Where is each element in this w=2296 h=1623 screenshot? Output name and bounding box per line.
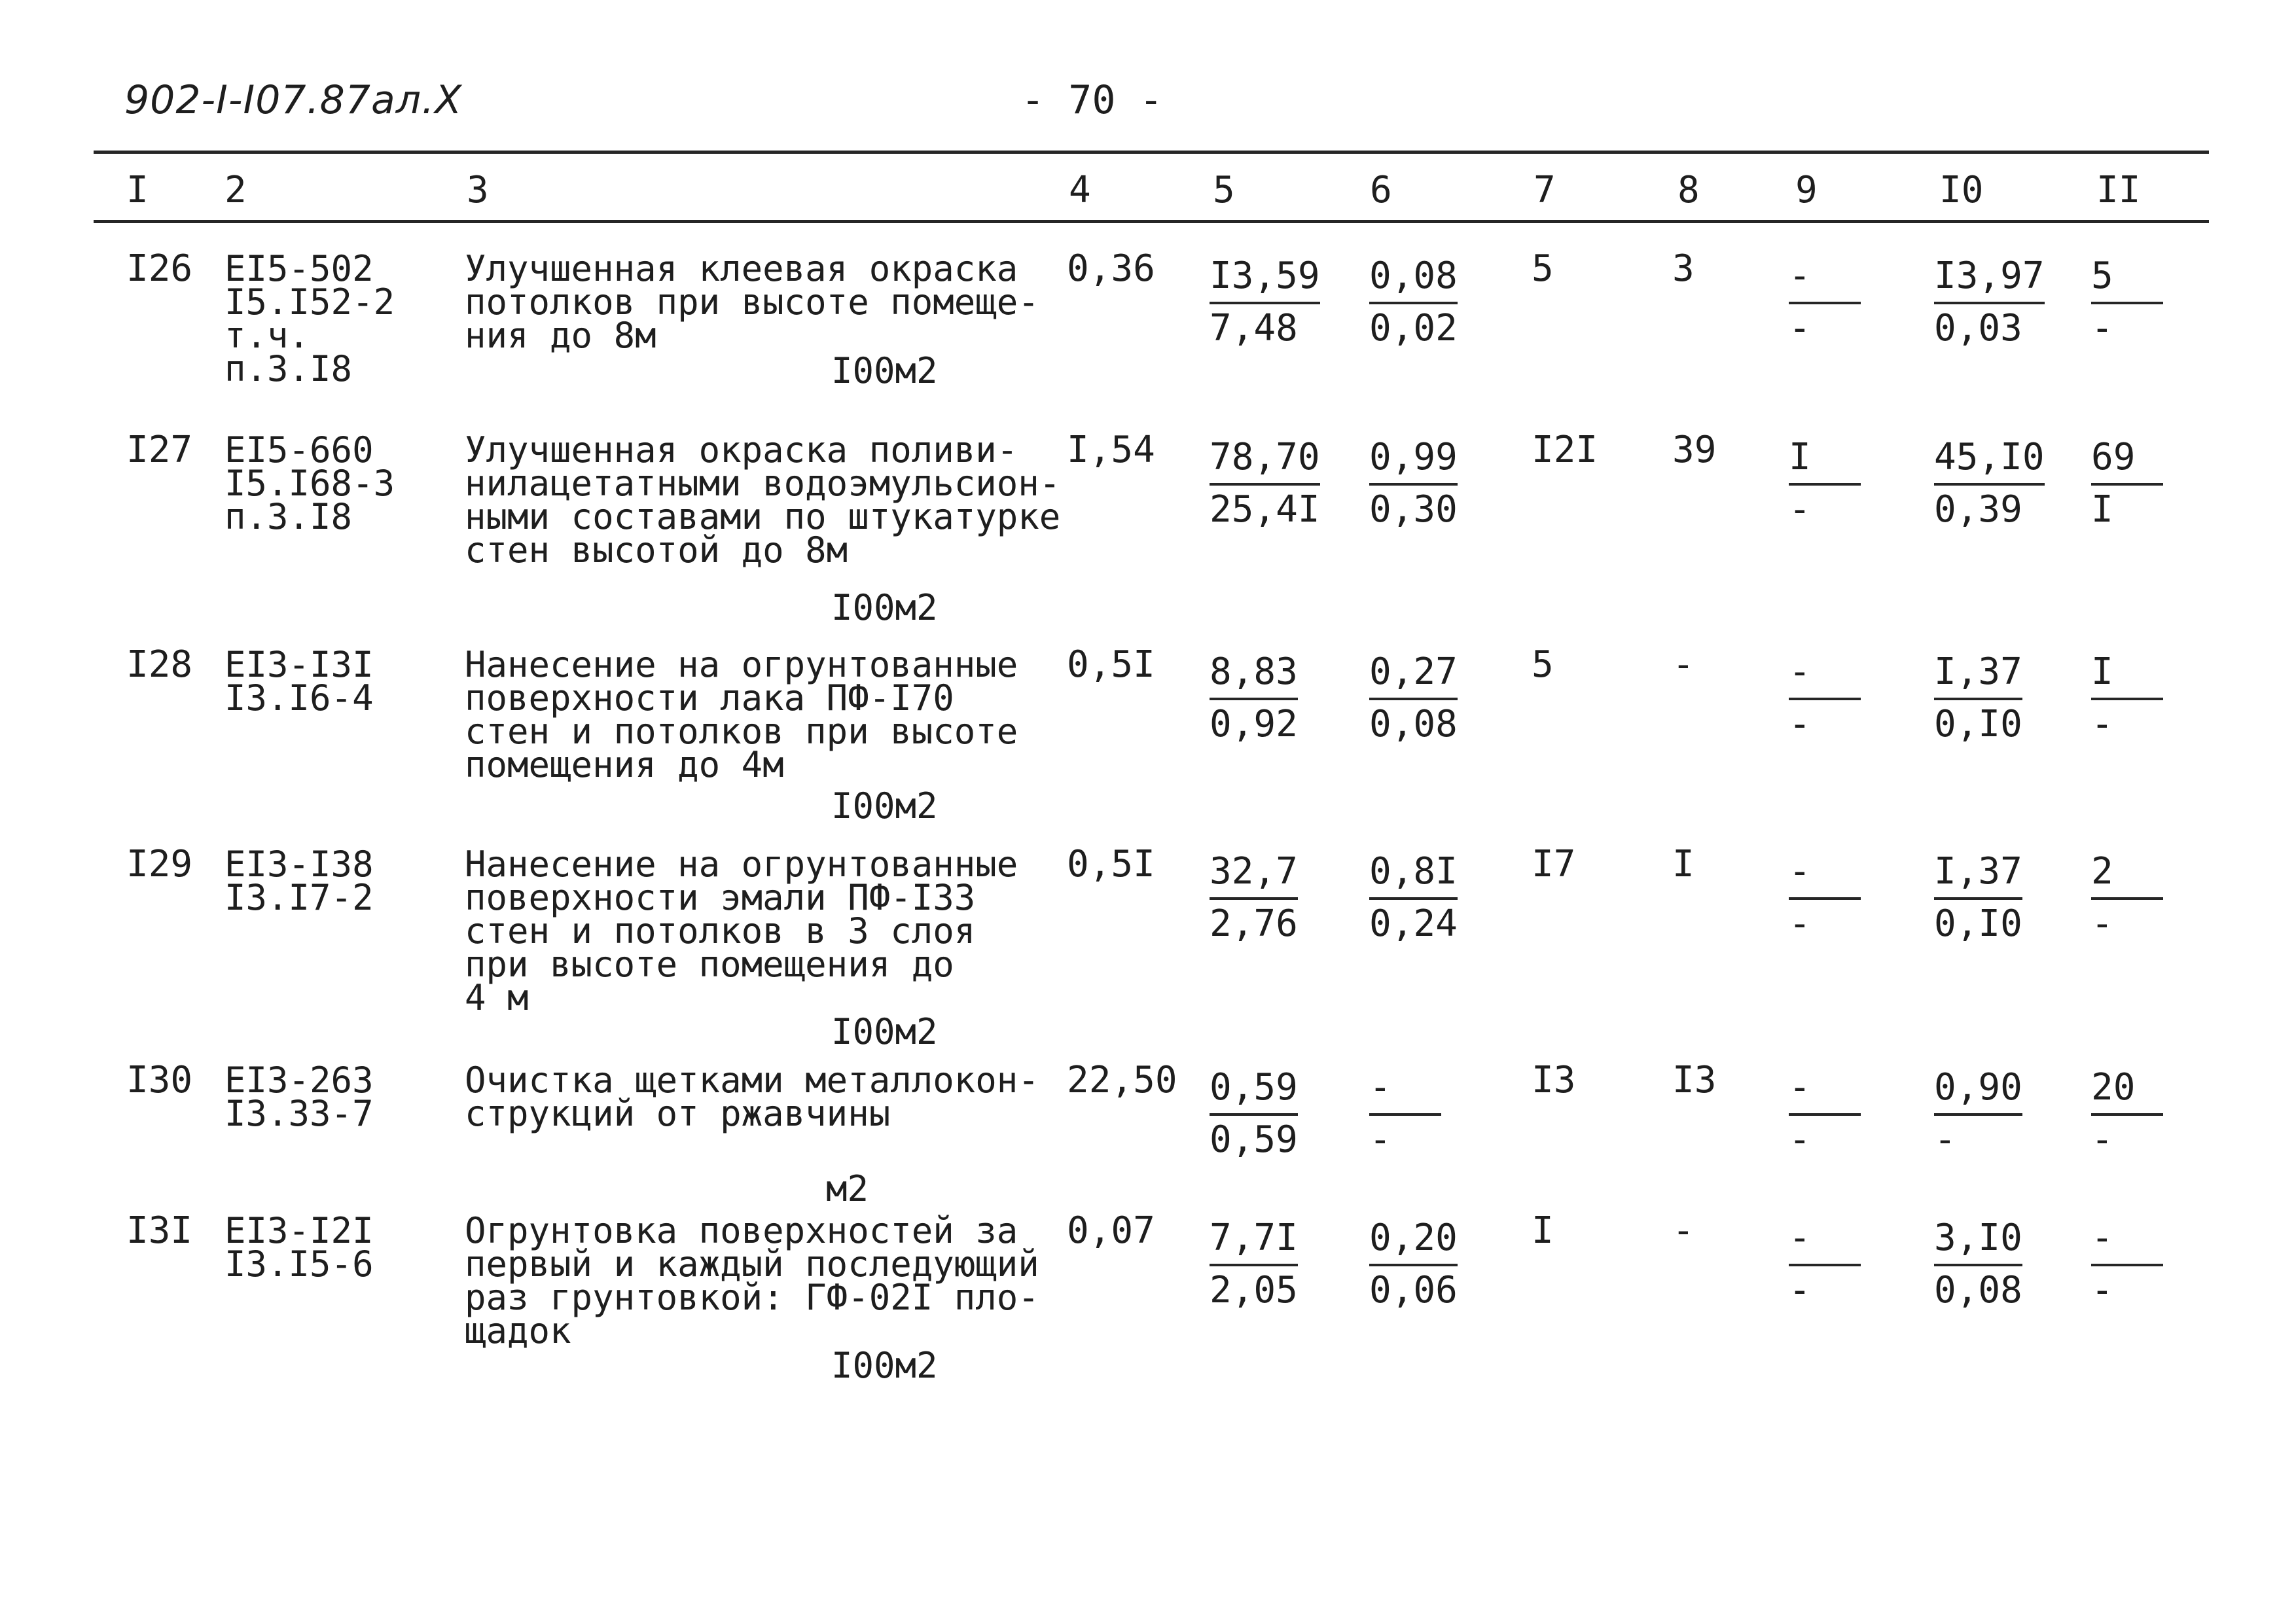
cost-col-9 <box>1789 433 1861 534</box>
cost-col-5-top: 7,7I <box>1210 1214 1298 1266</box>
column-header-10: I0 <box>1939 169 1984 211</box>
quantity: 0,5I <box>1067 843 1155 885</box>
cost-col-7: I2I <box>1532 429 1598 471</box>
work-description: Улучшенная клеевая окраска <box>465 248 1018 289</box>
cost-col-6 <box>1369 847 1458 948</box>
norm-code: EI3-263 <box>224 1060 374 1101</box>
cost-col-11 <box>2091 433 2163 534</box>
cost-col-10-top: 0,90 <box>1934 1063 2022 1116</box>
cost-col-6 <box>1369 433 1458 534</box>
cost-col-9-bottom: - <box>1789 703 1811 745</box>
cost-col-7: 5 <box>1532 643 1554 686</box>
measure-unit: м2 <box>826 1168 869 1209</box>
cost-col-5-bottom: 7,48 <box>1210 307 1298 349</box>
row-number: I26 <box>126 247 193 290</box>
cost-col-9 <box>1789 648 1861 749</box>
cost-col-6-bottom: 0,02 <box>1369 307 1458 349</box>
cost-col-9 <box>1789 847 1861 948</box>
column-header-5: 5 <box>1213 169 1235 211</box>
work-description: первый и каждый последующий <box>465 1243 1039 1285</box>
cost-col-11-bottom: - <box>2091 1118 2113 1161</box>
cost-col-11-bottom: I <box>2091 488 2113 531</box>
cost-col-10 <box>1934 847 2022 948</box>
work-description: стен и потолков при высоте <box>465 711 1018 752</box>
cost-col-10-bottom: 0,I0 <box>1934 703 2022 745</box>
work-description: ния до 8м <box>465 315 656 356</box>
cost-col-5 <box>1210 1214 1298 1315</box>
cost-col-11-top: - <box>2091 1214 2163 1266</box>
cost-col-10 <box>1934 433 2045 534</box>
cost-col-5-top: 0,59 <box>1210 1063 1298 1116</box>
cost-col-8: - <box>1672 1209 1695 1252</box>
norm-code: п.3.I8 <box>224 496 353 537</box>
column-header-8: 8 <box>1677 169 1700 211</box>
work-description: поверхности лака ПФ-I70 <box>465 677 954 719</box>
work-description: Улучшенная окраска поливи- <box>465 429 1018 471</box>
norm-code: I3.I6-4 <box>224 677 374 719</box>
work-description: струкций от ржавчины <box>465 1093 891 1134</box>
cost-col-8: - <box>1672 643 1695 686</box>
cost-col-9-bottom: - <box>1789 902 1811 945</box>
cost-col-6 <box>1369 1063 1441 1164</box>
cost-col-5-bottom: 2,76 <box>1210 902 1298 945</box>
cost-col-5-bottom: 25,4I <box>1210 488 1320 531</box>
work-description: Очистка щетками металлокон- <box>465 1060 1039 1101</box>
table-top-rule <box>94 151 2209 154</box>
cost-col-6 <box>1369 648 1458 749</box>
norm-code: EI3-I2I <box>224 1210 374 1251</box>
measure-unit: I00м2 <box>831 587 938 628</box>
cost-col-11 <box>2091 1063 2163 1164</box>
cost-col-10-top: I,37 <box>1934 648 2022 700</box>
measure-unit: I00м2 <box>831 1011 938 1052</box>
cost-col-7: I3 <box>1532 1059 1576 1101</box>
cost-col-6 <box>1369 252 1458 353</box>
norm-code: EI3-I38 <box>224 844 374 885</box>
cost-col-5-top: 8,83 <box>1210 648 1298 700</box>
work-description: помещения до 4м <box>465 744 784 785</box>
page-number: - 70 - <box>1021 77 1163 123</box>
column-header-2: 2 <box>224 169 247 211</box>
cost-col-9-top: I <box>1789 433 1861 486</box>
cost-col-10-bottom: 0,08 <box>1934 1269 2022 1311</box>
norm-code: т.ч. <box>224 315 310 356</box>
cost-col-10-top: 45,I0 <box>1934 433 2045 486</box>
cost-col-9-top: - <box>1789 1214 1861 1266</box>
cost-col-11 <box>2091 1214 2163 1315</box>
cost-col-10-bottom: - <box>1934 1118 1956 1161</box>
cost-col-8: 3 <box>1672 247 1695 290</box>
cost-col-9 <box>1789 1063 1861 1164</box>
cost-col-9 <box>1789 252 1861 353</box>
column-header-4: 4 <box>1069 169 1091 211</box>
cost-col-5 <box>1210 847 1298 948</box>
cost-col-9-top: - <box>1789 847 1861 900</box>
cost-col-7: I7 <box>1532 843 1576 885</box>
cost-col-5-top: 32,7 <box>1210 847 1298 900</box>
cost-col-11-top: 20 <box>2091 1063 2163 1116</box>
work-description: стен и потолков в 3 слоя <box>465 910 976 952</box>
row-number: I28 <box>126 643 193 686</box>
work-description: поверхности эмали ПФ-I33 <box>465 877 976 918</box>
row-number: I3I <box>126 1209 193 1252</box>
row-number: I30 <box>126 1059 193 1101</box>
work-description: Нанесение на огрунтованные <box>465 844 1018 885</box>
norm-code: I3.I7-2 <box>224 877 374 918</box>
cost-col-11-bottom: - <box>2091 703 2113 745</box>
cost-col-10-bottom: 0,03 <box>1934 307 2022 349</box>
cost-col-6-bottom: - <box>1369 1118 1391 1161</box>
cost-col-6-bottom: 0,30 <box>1369 488 1458 531</box>
quantity: 0,5I <box>1067 643 1155 686</box>
cost-col-11-bottom: - <box>2091 307 2113 349</box>
norm-code: EI5-502 <box>224 248 374 289</box>
cost-col-5 <box>1210 252 1320 353</box>
cost-col-9-top: - <box>1789 648 1861 700</box>
work-description: 4 м <box>465 977 529 1018</box>
cost-col-5 <box>1210 433 1320 534</box>
norm-code: п.3.I8 <box>224 348 353 389</box>
work-description: раз грунтовкой: ГФ-02I пло- <box>465 1277 1039 1318</box>
measure-unit: I00м2 <box>831 785 938 827</box>
cost-col-9-bottom: - <box>1789 1269 1811 1311</box>
cost-col-11 <box>2091 252 2163 353</box>
work-description: Огрунтовка поверхностей за <box>465 1210 1018 1251</box>
cost-col-9-top: - <box>1789 252 1861 304</box>
cost-col-6-top: - <box>1369 1063 1441 1116</box>
cost-col-11 <box>2091 847 2163 948</box>
cost-col-9 <box>1789 1214 1861 1315</box>
document-code: 902-I-I07.87ал.X <box>124 77 463 123</box>
cost-col-10 <box>1934 252 2045 353</box>
cost-col-6-top: 0,8I <box>1369 847 1458 900</box>
cost-col-5 <box>1210 648 1298 749</box>
cost-col-5-bottom: 2,05 <box>1210 1269 1298 1311</box>
cost-col-5-bottom: 0,59 <box>1210 1118 1298 1161</box>
cost-col-8: I3 <box>1672 1059 1717 1101</box>
row-number: I29 <box>126 843 193 885</box>
cost-col-10 <box>1934 648 2022 749</box>
cost-col-9-bottom: - <box>1789 307 1811 349</box>
cost-col-6-top: 0,08 <box>1369 252 1458 304</box>
measure-unit: I00м2 <box>831 1345 938 1386</box>
quantity: 22,50 <box>1067 1059 1177 1101</box>
cost-col-9-bottom: - <box>1789 1118 1811 1161</box>
work-description: при высоте помещения до <box>465 944 954 985</box>
cost-col-5-top: I3,59 <box>1210 252 1320 304</box>
row-number: I27 <box>126 429 193 471</box>
cost-col-10-bottom: 0,39 <box>1934 488 2022 531</box>
cost-col-5-bottom: 0,92 <box>1210 703 1298 745</box>
cost-col-6-top: 0,20 <box>1369 1214 1458 1266</box>
cost-col-6-bottom: 0,24 <box>1369 902 1458 945</box>
cost-col-10 <box>1934 1214 2022 1315</box>
cost-col-8: 39 <box>1672 429 1717 471</box>
cost-col-7: 5 <box>1532 247 1554 290</box>
norm-code: I3.33-7 <box>224 1093 374 1134</box>
work-description: ными составами по штукатурке <box>465 496 1061 537</box>
quantity: I,54 <box>1067 429 1155 471</box>
cost-col-11-top: 2 <box>2091 847 2163 900</box>
cost-col-10-top: I3,97 <box>1934 252 2045 304</box>
quantity: 0,07 <box>1067 1209 1155 1252</box>
page-header <box>0 0 2296 151</box>
cost-col-10-top: 3,I0 <box>1934 1214 2022 1266</box>
norm-code: I5.I68-3 <box>224 463 395 504</box>
cost-col-11-bottom: - <box>2091 902 2113 945</box>
cost-col-9-bottom: - <box>1789 488 1811 531</box>
column-header-7: 7 <box>1534 169 1556 211</box>
column-header-11: II <box>2096 169 2141 211</box>
cost-col-10-top: I,37 <box>1934 847 2022 900</box>
cost-col-11-top: 69 <box>2091 433 2163 486</box>
work-description: щадок <box>465 1310 571 1351</box>
cost-col-6-bottom: 0,08 <box>1369 703 1458 745</box>
measure-unit: I00м2 <box>831 350 938 391</box>
cost-col-6-bottom: 0,06 <box>1369 1269 1458 1311</box>
cost-col-11-bottom: - <box>2091 1269 2113 1311</box>
cost-col-11-top: I <box>2091 648 2163 700</box>
norm-code: EI3-I3I <box>224 644 374 685</box>
cost-col-6 <box>1369 1214 1458 1315</box>
column-header-1: I <box>126 169 149 211</box>
column-header-3: 3 <box>467 169 489 211</box>
cost-col-8: I <box>1672 843 1695 885</box>
cost-col-6-top: 0,99 <box>1369 433 1458 486</box>
cost-col-10-bottom: 0,I0 <box>1934 902 2022 945</box>
cost-col-5-top: 78,70 <box>1210 433 1320 486</box>
norm-code: I3.I5-6 <box>224 1243 374 1285</box>
cost-col-9-top: - <box>1789 1063 1861 1116</box>
cost-col-5 <box>1210 1063 1298 1164</box>
norm-code: I5.I52-2 <box>224 281 395 323</box>
cost-col-10 <box>1934 1063 2022 1164</box>
cost-col-11-top: 5 <box>2091 252 2163 304</box>
column-header-9: 9 <box>1795 169 1818 211</box>
work-description: нилацетатными водоэмульсион- <box>465 463 1061 504</box>
table-header-rule <box>94 220 2209 223</box>
cost-col-7: I <box>1532 1209 1554 1252</box>
work-description: потолков при высоте помеще- <box>465 281 1039 323</box>
cost-col-6-top: 0,27 <box>1369 648 1458 700</box>
quantity: 0,36 <box>1067 247 1155 290</box>
norm-code: EI5-660 <box>224 429 374 471</box>
column-header-6: 6 <box>1370 169 1392 211</box>
work-description: стен высотой до 8м <box>465 529 848 571</box>
cost-col-11 <box>2091 648 2163 749</box>
work-description: Нанесение на огрунтованные <box>465 644 1018 685</box>
